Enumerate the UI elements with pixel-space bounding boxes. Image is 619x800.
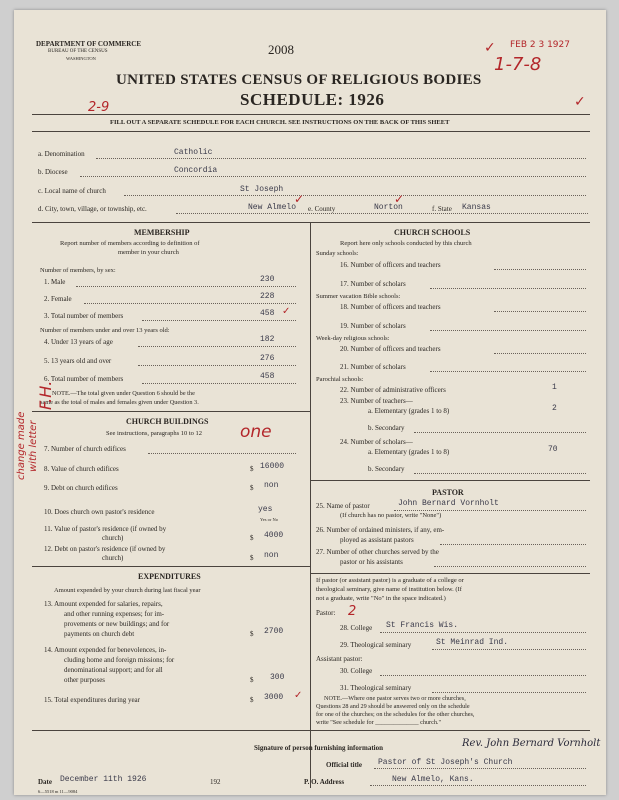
margin-note-1: change made bbox=[16, 411, 27, 480]
q29-value: St Meinrad Ind. bbox=[436, 638, 509, 647]
pastor-heading: PASTOR bbox=[432, 488, 464, 497]
q7-label: 7. Number of church edifices bbox=[44, 445, 126, 453]
q26-label-1: 26. Number of ordained ministers, if any, em- bbox=[316, 526, 445, 534]
check-icon: ✓ bbox=[282, 306, 291, 317]
denomination-label: a. Denomination bbox=[38, 150, 85, 158]
expenditures-heading: EXPENDITURES bbox=[138, 572, 201, 581]
weekday-label: Week-day religious schools: bbox=[316, 335, 390, 342]
dollar-sign: $ bbox=[250, 484, 254, 492]
state-value: Kansas bbox=[462, 203, 491, 212]
membership-intro-1: Report number of members according to definition of bbox=[60, 240, 200, 247]
q19-label: 19. Number of scholars bbox=[340, 322, 406, 330]
dollar-sign: $ bbox=[250, 676, 254, 684]
q22-value: 1 bbox=[552, 383, 557, 392]
grad-note-1: If pastor (or assistant pastor) is a graduate of a college or bbox=[316, 577, 464, 584]
po-address-value: New Almelo, Kans. bbox=[392, 775, 474, 784]
q4-label: 4. Under 13 years of age bbox=[44, 338, 113, 346]
q9-value: non bbox=[264, 481, 279, 490]
age-intro: Number of members under and over 13 years old: bbox=[40, 327, 170, 334]
q14-label-2: cluding home and foreign missions; for bbox=[64, 656, 175, 664]
q8-label: 8. Value of church edifices bbox=[44, 465, 119, 473]
department-label: DEPARTMENT OF COMMERCE bbox=[36, 40, 142, 48]
county-value: Norton bbox=[374, 203, 403, 212]
signature-label: Signature of person furnishing information bbox=[254, 744, 383, 752]
check-icon: ✓ bbox=[294, 690, 303, 701]
denomination-value: Catholic bbox=[174, 148, 213, 157]
schools-heading: CHURCH SCHOOLS bbox=[394, 228, 471, 237]
pastor-sub-label: Pastor: bbox=[316, 609, 336, 617]
q2-value: 228 bbox=[260, 292, 275, 301]
diocese-value: Concordia bbox=[174, 166, 218, 175]
by-sex-label: Number of members, by sex: bbox=[40, 267, 116, 274]
q17-label: 17. Number of scholars bbox=[340, 280, 406, 288]
margin-initials: F.H. bbox=[36, 380, 55, 410]
q11-label-1: 11. Value of pastor's residence (if owned by bbox=[44, 525, 167, 533]
state-label: f. State bbox=[432, 205, 452, 213]
county-label: e. County bbox=[308, 205, 336, 213]
dollar-sign: $ bbox=[250, 696, 254, 704]
grad-note-2: theological seminary, give name of institution below. (If bbox=[316, 586, 462, 593]
form-number: 2008 bbox=[268, 42, 294, 57]
instruction-line: FILL OUT A SEPARATE SCHEDULE FOR EACH CHURCH. SEE INSTRUCTIONS ON THE BACK OF THIS SHEET bbox=[110, 119, 450, 126]
red-mark-top: 1-7-8 bbox=[494, 54, 542, 75]
parochial-label: Parochial schools: bbox=[316, 376, 364, 383]
buildings-heading: CHURCH BUILDINGS bbox=[126, 417, 209, 426]
q12-value: non bbox=[264, 551, 279, 560]
city-field-value: New Almelo bbox=[248, 203, 297, 212]
q5-value: 276 bbox=[260, 354, 275, 363]
red-note-one: one bbox=[240, 422, 272, 442]
form-title: UNITED STATES CENSUS OF RELIGIOUS BODIES bbox=[116, 72, 482, 88]
yes-no-hint: Yes or No bbox=[260, 517, 279, 522]
buildings-see: See instructions, paragraphs 10 to 12 bbox=[106, 430, 203, 437]
year-suffix: 192 bbox=[210, 778, 221, 786]
check-icon: ✓ bbox=[574, 94, 586, 110]
q13-value: 2700 bbox=[264, 627, 284, 636]
q5-label: 5. 13 years old and over bbox=[44, 357, 112, 365]
dollar-sign: $ bbox=[250, 534, 254, 542]
pastor-note-3: for one of the churches; on the schedules for the other churches, bbox=[316, 711, 475, 718]
q28-label: 28. College bbox=[340, 624, 373, 632]
q13-label-2: and other running expenses; for im- bbox=[64, 610, 165, 618]
q12-label-1: 12. Debt on pastor's residence (if owned by bbox=[44, 545, 166, 553]
signature: Rev. John Bernard Vornholt bbox=[462, 738, 601, 749]
membership-note-1: NOTE.—The total given under Question 6 should be the bbox=[52, 390, 195, 397]
form-code: 6—5518 m 11—9084 bbox=[38, 789, 78, 794]
date-label: Date bbox=[38, 778, 52, 786]
expenditures-intro: Amount expended by your church during last fiscal year bbox=[54, 587, 201, 594]
q15-label: 15. Total expenditures during year bbox=[44, 696, 140, 704]
dollar-sign: $ bbox=[250, 465, 254, 473]
q24a-label: a. Elementary (grades 1 to 8) bbox=[368, 448, 450, 456]
official-title-value: Pastor of St Joseph's Church bbox=[378, 758, 513, 767]
check-icon: ✓ bbox=[294, 192, 305, 206]
grad-note-3: not a graduate, write "No" in the space indicated.) bbox=[316, 595, 446, 602]
q24b-label: b. Secondary bbox=[368, 465, 405, 473]
bureau-label: BUREAU OF THE CENSUS bbox=[48, 49, 108, 54]
diocese-label: b. Diocese bbox=[38, 168, 68, 176]
q11-label-2: church) bbox=[102, 534, 124, 542]
q3-label: 3. Total number of members bbox=[44, 312, 124, 320]
q27-label-2: pastor or his assistants bbox=[340, 558, 403, 566]
q24a-value: 70 bbox=[548, 445, 558, 454]
q12-label-2: church) bbox=[102, 554, 124, 562]
pastor-note-2: Questions 28 and 29 should be answered only on the schedule bbox=[316, 703, 470, 710]
margin-note-2: with letter bbox=[28, 420, 39, 472]
q14-label-3: denominational support; and for all bbox=[64, 666, 163, 674]
q15-value: 3000 bbox=[264, 693, 284, 702]
q16-label: 16. Number of officers and teachers bbox=[340, 261, 441, 269]
q25-label: 25. Name of pastor bbox=[316, 502, 370, 510]
sunday-label: Sunday schools: bbox=[316, 250, 359, 257]
q18-label: 18. Number of officers and teachers bbox=[340, 303, 441, 311]
q22-label: 22. Number of administrative officers bbox=[340, 386, 446, 394]
q23a-label: a. Elementary (grades 1 to 8) bbox=[368, 407, 450, 415]
q13-label-1: 13. Amount expended for salaries, repairs, bbox=[44, 600, 163, 608]
q2-label: 2. Female bbox=[44, 295, 72, 303]
church-name-label: c. Local name of church bbox=[38, 187, 106, 195]
q14-value: 300 bbox=[270, 673, 285, 682]
po-address-label: P. O. Address bbox=[304, 778, 345, 786]
q29-label: 29. Theological seminary bbox=[340, 641, 412, 649]
q8-value: 16000 bbox=[260, 462, 285, 471]
q23a-value: 2 bbox=[552, 404, 557, 413]
q25-hint: (If church has no pastor, write "None") bbox=[340, 512, 442, 519]
q23-label: 23. Number of teachers— bbox=[340, 397, 413, 405]
q21-label: 21. Number of scholars bbox=[340, 363, 406, 371]
q31-label: 31. Theological seminary bbox=[340, 684, 412, 692]
q23b-label: b. Secondary bbox=[368, 424, 405, 432]
q9-label: 9. Debt on church edifices bbox=[44, 484, 118, 492]
official-title-label: Official title bbox=[326, 761, 362, 769]
q1-label: 1. Male bbox=[44, 278, 66, 286]
check-icon: ✓ bbox=[484, 40, 496, 56]
q20-label: 20. Number of officers and teachers bbox=[340, 345, 441, 353]
red-mark-left: 2-9 bbox=[88, 100, 110, 115]
q14-label-4: other purposes bbox=[64, 676, 106, 684]
city-label: WASHINGTON bbox=[66, 56, 96, 61]
q24-label: 24. Number of scholars— bbox=[340, 438, 413, 446]
q3-value: 458 bbox=[260, 309, 275, 318]
received-stamp: FEB 2 3 1927 bbox=[510, 40, 570, 50]
membership-note-2: same as the total of males and females given under Question 3. bbox=[40, 399, 199, 406]
date-value: December 11th 1926 bbox=[60, 775, 147, 784]
q6-value: 458 bbox=[260, 372, 275, 381]
q13-label-3: provements or new buildings; and for bbox=[64, 620, 170, 628]
q26-label-2: ployed as assistant pastors bbox=[340, 536, 414, 544]
q11-value: 4000 bbox=[264, 531, 284, 540]
q28-value: St Francis Wis. bbox=[386, 621, 459, 630]
pastor-note-1: NOTE.—Where one pastor serves two or more churches, bbox=[324, 695, 466, 702]
q14-label-1: 14. Amount expended for benevolences, in- bbox=[44, 646, 167, 654]
dollar-sign: $ bbox=[250, 630, 254, 638]
q27-label-1: 27. Number of other churches served by the bbox=[316, 548, 439, 556]
q1-value: 230 bbox=[260, 275, 275, 284]
q10-value: yes bbox=[258, 505, 273, 514]
summer-label: Summer vacation Bible schools: bbox=[316, 293, 401, 300]
church-name-value: St Joseph bbox=[240, 185, 284, 194]
assistant-label: Assistant pastor: bbox=[316, 655, 363, 663]
q13-label-4: payments on church debt bbox=[64, 630, 135, 638]
q4-value: 182 bbox=[260, 335, 275, 344]
pastor-red-mark: 2 bbox=[348, 604, 357, 619]
city-field-label: d. City, town, village, or township, etc. bbox=[38, 205, 147, 213]
q6-label: 6. Total number of members bbox=[44, 375, 124, 383]
form-subtitle: SCHEDULE: 1926 bbox=[240, 90, 385, 109]
q10-label: 10. Does church own pastor's residence bbox=[44, 508, 155, 516]
census-form-page bbox=[14, 10, 606, 795]
check-icon: ✓ bbox=[394, 192, 405, 206]
pastor-note-4: write "See schedule for ______________ church." bbox=[316, 719, 441, 726]
q30-label: 30. College bbox=[340, 667, 373, 675]
schools-intro: Report here only schools conducted by this church bbox=[340, 240, 472, 247]
dollar-sign: $ bbox=[250, 554, 254, 562]
q25-value: John Bernard Vornholt bbox=[398, 499, 499, 508]
membership-heading: MEMBERSHIP bbox=[134, 228, 190, 237]
membership-intro-2: member in your church bbox=[118, 249, 179, 256]
